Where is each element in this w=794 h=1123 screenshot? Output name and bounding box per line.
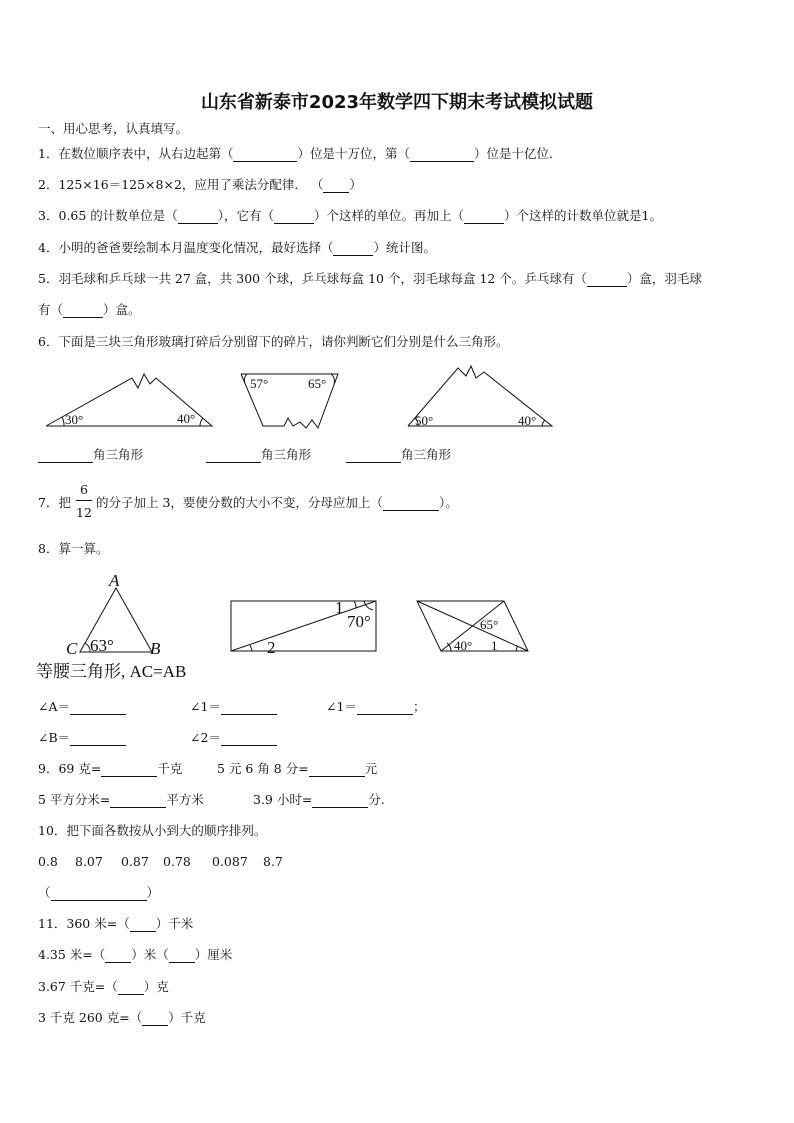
- q9-blank-2[interactable]: [309, 764, 365, 777]
- q3-text-a: 3．0.65 的计数单位是（: [38, 208, 178, 223]
- para-angle-1-end: ；: [412, 699, 426, 714]
- vertex-b-label: B: [150, 639, 161, 658]
- q1-blank-2[interactable]: [410, 149, 474, 162]
- q3-blank-3[interactable]: [464, 211, 504, 224]
- triangle-fragment-1: [40, 370, 220, 432]
- q7-blank[interactable]: [383, 498, 439, 511]
- q9-blank-3[interactable]: [110, 795, 166, 808]
- q4-text-a: 4．小明的爸爸要绘制本月温度变化情况，最好选择（: [38, 240, 334, 255]
- q11-item-2: [38, 947, 232, 963]
- q5-text-c: 有（: [38, 302, 64, 317]
- q11-c-unit: ）克: [143, 979, 169, 994]
- q7-fraction-bar: [76, 500, 92, 501]
- q11-item-4: [38, 1010, 206, 1026]
- q6-answer-2: [206, 447, 311, 463]
- frag1-left-angle: 30°: [65, 412, 84, 427]
- q7-text-c: ）。: [438, 495, 458, 510]
- q2-text-b: ）: [349, 177, 362, 192]
- para-angle-1-answer-label: ∠1＝: [326, 699, 357, 714]
- question-1: [38, 146, 562, 162]
- question-2: [38, 177, 362, 193]
- page-title: 山东省新泰市2023年数学四下期末考试模拟试题: [200, 92, 594, 113]
- rect-angle-70-label: 70°: [347, 612, 371, 631]
- q4-blank[interactable]: [333, 243, 373, 256]
- q9-b-unit: 元: [364, 761, 378, 776]
- q2-text-a: 2．125×16＝125×8×2，应用了乘法分配律． （: [38, 177, 324, 192]
- rect-angle-1-blank[interactable]: [221, 702, 277, 715]
- q5-text-b: ）盒，羽毛球: [626, 271, 702, 286]
- frag1-right-angle: 40°: [177, 411, 196, 426]
- angle-a-label: ∠A＝: [38, 699, 71, 714]
- q10-number: 8.7: [263, 854, 283, 869]
- q6-answer-1: [38, 447, 143, 463]
- q9-item-4: [253, 792, 385, 808]
- q9-b-text: 5 元 6 角 8 分=: [217, 761, 309, 776]
- frag2-left-angle: 57°: [250, 376, 269, 391]
- para-angle-bottom-label: 40°: [454, 638, 473, 653]
- q10-number-list: [38, 854, 283, 870]
- q11-b-unit: ）厘米: [194, 947, 233, 962]
- parallelogram-figure: [414, 598, 532, 654]
- q9-item-3: [38, 792, 204, 808]
- q11-blank-1[interactable]: [130, 919, 156, 932]
- q6-answer-3: [346, 447, 451, 463]
- q11-blank-4[interactable]: [118, 982, 144, 995]
- q1-text-b: ）位是十万位，第（: [297, 146, 410, 161]
- rect-angle-1-answer-label: ∠1＝: [190, 699, 221, 714]
- angle-b-blank[interactable]: [70, 733, 126, 746]
- angle-b-answer: [38, 730, 126, 746]
- angle-a-answer: [38, 699, 126, 715]
- q10-close-paren: ）: [146, 885, 160, 900]
- para-angle-1-answer: [326, 699, 425, 715]
- q5-blank-1[interactable]: [587, 274, 627, 287]
- q3-text-d: ）个这样的计数单位就是1。: [504, 208, 663, 223]
- q10-open-paren: （: [38, 885, 51, 900]
- question-4: [38, 240, 436, 256]
- frag2-right-angle: 65°: [308, 376, 327, 391]
- question-5-line-1: [38, 271, 702, 287]
- question-7: [96, 495, 458, 511]
- rect-angle-2-label: 2: [267, 638, 276, 657]
- q11-a-unit: ）千米: [155, 916, 194, 931]
- section-heading: 一、用心思考，认真填写。: [38, 121, 189, 136]
- q6-blank-2[interactable]: [206, 450, 261, 463]
- rect-angle-2-blank[interactable]: [221, 733, 277, 746]
- q11-blank-5[interactable]: [142, 1013, 168, 1026]
- q10-answer: [38, 885, 159, 901]
- q5-blank-2[interactable]: [63, 305, 103, 318]
- vertex-c-label: C: [66, 639, 78, 658]
- q7-denominator: 12: [76, 505, 92, 520]
- q9-c-unit: 平方米: [166, 792, 204, 807]
- frag3-left-angle: 50°: [415, 413, 434, 428]
- q6-suffix-2: 角三角形: [261, 447, 312, 462]
- triangle-fragment-2: [238, 370, 342, 432]
- isosceles-triangle-figure: [60, 568, 180, 660]
- q10-blank[interactable]: [51, 888, 147, 901]
- q10-number: 0.78: [163, 854, 191, 869]
- vertex-a-label: A: [109, 571, 120, 590]
- q9-blank-4[interactable]: [312, 795, 368, 808]
- q4-text-b: ）统计图。: [373, 240, 436, 255]
- q9-c-text: 5 平方分米=: [38, 792, 111, 807]
- q7-numerator: 6: [80, 482, 88, 497]
- question-10: 10．把下面各数按从小到大的顺序排列。: [38, 823, 267, 838]
- q9-d-unit: 分.: [368, 792, 385, 807]
- frag3-right-angle: 40°: [518, 413, 537, 428]
- q2-blank[interactable]: [323, 180, 349, 193]
- q11-d-unit: ）千克: [168, 1010, 206, 1025]
- q11-c-text: 3.67 千克=（: [38, 979, 118, 994]
- q11-a-text: 11．360 米=（: [38, 916, 130, 931]
- rect-angle-2-answer-label: ∠2＝: [190, 730, 221, 745]
- question-6: 6．下面是三块三角形玻璃打碎后分别留下的碎片，请你判断它们分别是什么三角形。: [38, 334, 509, 349]
- q10-number: 0.087: [212, 854, 248, 869]
- q1-blank-1[interactable]: [233, 149, 297, 162]
- q7-text-b: 的分子加上 3，要使分数的大小不变，分母应加上（: [96, 495, 383, 510]
- q11-item-1: [38, 916, 193, 932]
- q5-text-d: ）盒。: [103, 302, 141, 317]
- q10-number: 0.87: [121, 854, 149, 869]
- q6-blank-1[interactable]: [38, 450, 93, 463]
- q5-text-a: 5．羽毛球和乒乓球一共 27 盒，共 300 个球，乒乓球每盒 10 个，羽毛球每盒 12 个。乒乓球有（: [38, 271, 587, 286]
- rect-angle-1-answer: [190, 699, 277, 715]
- q1-text-a: 1．在数位顺序表中，从右边起第（: [38, 146, 234, 161]
- q6-blank-3[interactable]: [346, 450, 401, 463]
- q10-number: 8.07: [75, 854, 103, 869]
- q11-b-mid: ）米（: [131, 947, 169, 962]
- para-angle-top-label: 65°: [480, 617, 499, 632]
- q9-item-2: [217, 761, 377, 777]
- q1-text-c: ）位是十亿位．: [473, 146, 562, 161]
- para-angle-1-label: 1: [491, 638, 498, 653]
- q3-text-b: ），它有（: [217, 208, 275, 223]
- q9-a-unit: 千克: [157, 761, 183, 776]
- q11-b-text: 4.35 米=（: [38, 947, 106, 962]
- triangle-fragment-3: [404, 362, 556, 432]
- q6-suffix-1: 角三角形: [93, 447, 144, 462]
- q11-blank-2[interactable]: [105, 950, 131, 963]
- question-8: 8．算一算。: [38, 541, 109, 556]
- q9-item-1: [38, 761, 182, 777]
- isosceles-note: 等腰三角形, AC=AB: [36, 662, 187, 681]
- angle-c-label: 63°: [90, 636, 114, 655]
- q7-prefix: 7．把: [38, 495, 71, 510]
- question-5-line-2: [38, 302, 141, 318]
- rect-angle-2-answer: [190, 730, 277, 746]
- q3-text-c: ）个这样的单位。再加上（: [314, 208, 465, 223]
- rect-angle-1-label: 1: [335, 598, 344, 617]
- q10-number: 0.8: [38, 854, 58, 869]
- para-angle-1-blank[interactable]: [357, 702, 413, 715]
- q6-suffix-3: 角三角形: [401, 447, 452, 462]
- q11-blank-3[interactable]: [169, 950, 195, 963]
- angle-a-blank[interactable]: [70, 702, 126, 715]
- q3-blank-1[interactable]: [178, 211, 218, 224]
- q9-a-text: 9．69 克=: [38, 761, 102, 776]
- q9-blank-1[interactable]: [101, 764, 157, 777]
- question-3: [38, 208, 662, 224]
- q11-d-text: 3 千克 260 克=（: [38, 1010, 143, 1025]
- q11-item-3: [38, 979, 169, 995]
- q9-d-text: 3.9 小时=: [253, 792, 313, 807]
- angle-b-label: ∠B＝: [38, 730, 71, 745]
- rectangle-figure: [230, 598, 378, 657]
- q3-blank-2[interactable]: [274, 211, 314, 224]
